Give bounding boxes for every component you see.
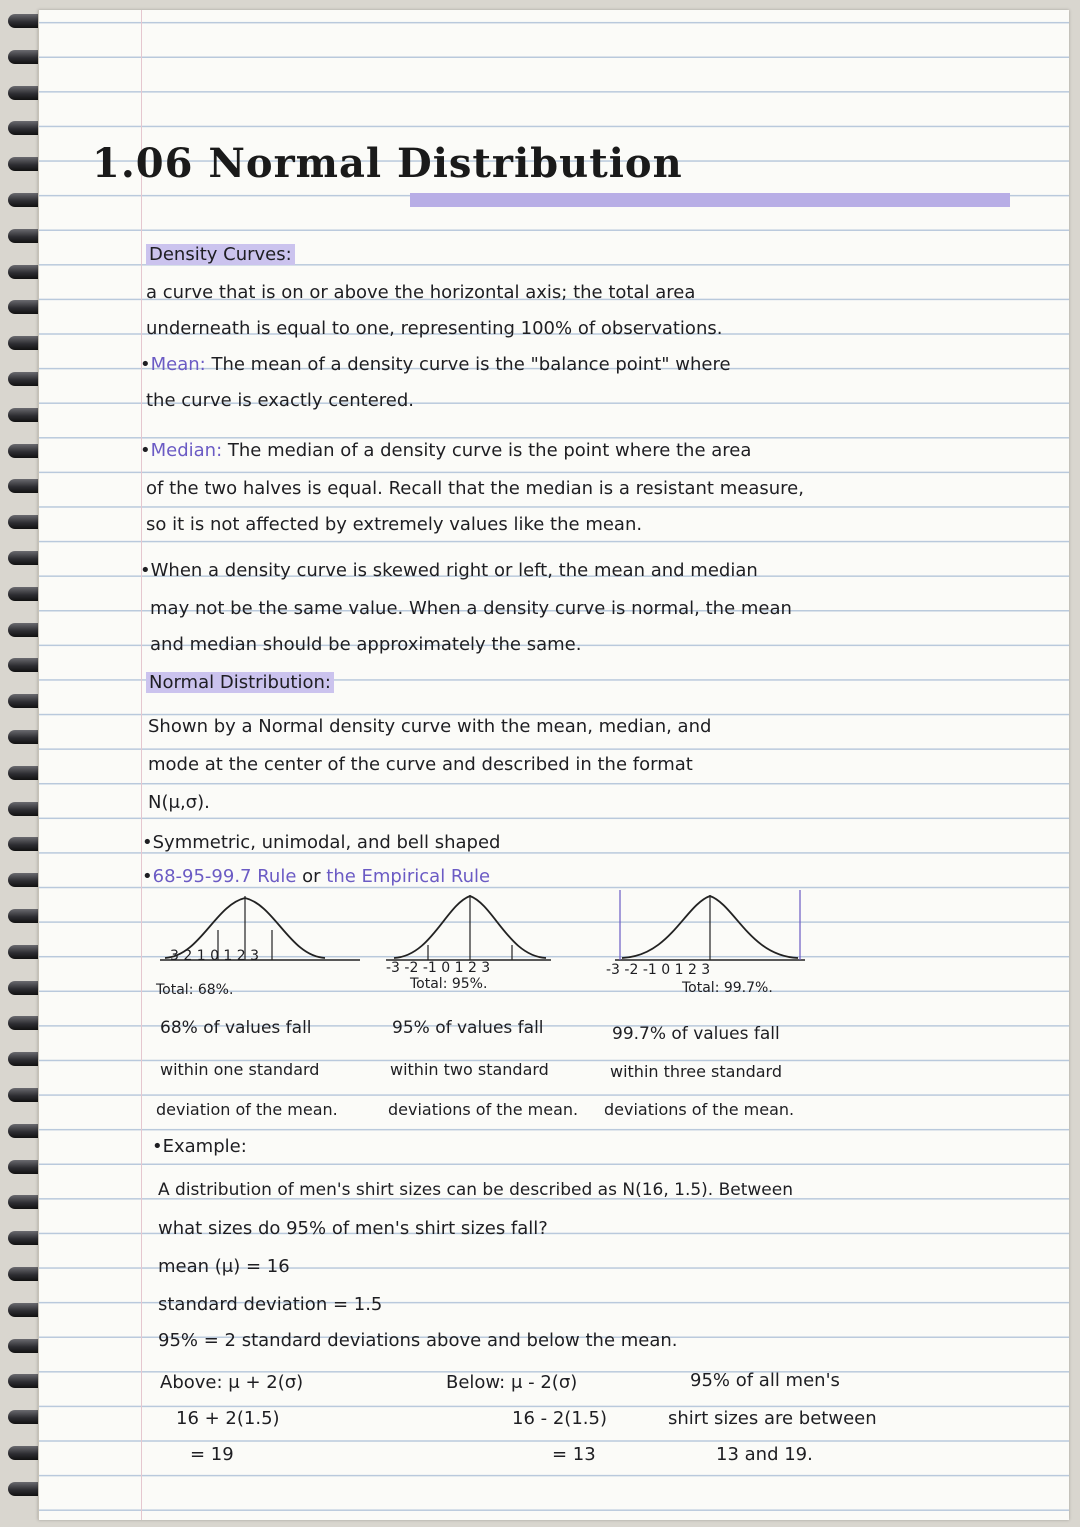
normal-heading: Normal Distribution:	[146, 672, 334, 693]
conclusion-line-2: shirt sizes are between	[668, 1408, 877, 1429]
normal-bullet-1: •Symmetric, unimodal, and bell shaped	[142, 832, 501, 853]
mean-line-1: •Mean: The mean of a density curve is the "balance point" where	[140, 354, 731, 375]
normal-line-2: mode at the center of the curve and described in the format	[148, 754, 693, 775]
below-line-2: 16 - 2(1.5)	[512, 1408, 607, 1429]
curve-68-total: Total: 68%.	[156, 982, 234, 998]
skew-line-3: and median should be approximately the same.	[150, 634, 582, 655]
curve-95-desc-3: deviations of the mean.	[388, 1100, 579, 1119]
median-line-1: •Median: The median of a density curve is the point where the area	[140, 440, 752, 461]
curve-95-desc-1: 95% of values fall	[392, 1018, 544, 1038]
margin-line	[141, 10, 142, 1520]
curve-99-desc-1: 99.7% of values fall	[612, 1024, 780, 1044]
mean-line-2: the curve is exactly centered.	[146, 390, 415, 411]
median-line-2: of the two halves is equal. Recall that the median is a resistant measure,	[146, 478, 804, 499]
curve-99	[610, 890, 810, 970]
above-line-2: 16 + 2(1.5)	[176, 1408, 280, 1429]
above-line-3: = 19	[190, 1444, 234, 1465]
curve-68-ticks: 3 2 1 0 1 2 3	[170, 948, 260, 964]
skew-line-2: may not be the same value. When a density curve is normal, the mean	[150, 598, 792, 619]
curve-99-desc-3: deviations of the mean.	[604, 1100, 795, 1119]
curve-68-desc-3: deviation of the mean.	[156, 1100, 338, 1119]
density-line-1: a curve that is on or above the horizontal axis; the total area	[146, 282, 696, 303]
density-line-2: underneath is equal to one, representing 100% of observations.	[146, 318, 723, 339]
curve-68-desc-1: 68% of values fall	[160, 1018, 312, 1038]
example-line-1: A distribution of men's shirt sizes can be described as N(16, 1.5). Between	[158, 1180, 794, 1200]
normal-line-3: N(μ,σ).	[148, 792, 210, 813]
conclusion-line-3: 13 and 19.	[716, 1444, 813, 1465]
curve-95-desc-2: within two standard	[390, 1060, 549, 1079]
normal-bullet-2: •68-95-99.7 Rule or the Empirical Rule	[142, 866, 491, 887]
curve-95	[386, 890, 556, 970]
density-heading: Density Curves:	[146, 244, 295, 265]
below-line-3: = 13	[552, 1444, 596, 1465]
example-line-3: mean (μ) = 16	[158, 1256, 290, 1277]
example-line-5: 95% = 2 standard deviations above and below the mean.	[158, 1330, 678, 1351]
example-line-2: what sizes do 95% of men's shirt sizes fall?	[158, 1218, 548, 1239]
above-line-1: Above: μ + 2(σ)	[160, 1372, 304, 1393]
median-line-3: so it is not affected by extremely values like the mean.	[146, 514, 643, 535]
below-line-1: Below: μ - 2(σ)	[446, 1372, 578, 1393]
skew-line-1: •When a density curve is skewed right or left, the mean and median	[140, 560, 758, 581]
curve-99-ticks: -3 -2 -1 0 1 2 3	[606, 962, 711, 978]
curve-68-desc-2: within one standard	[160, 1060, 320, 1079]
curve-95-ticks: -3 -2 -1 0 1 2 3	[386, 960, 491, 976]
curve-99-desc-2: within three standard	[610, 1062, 782, 1081]
curve-95-total: Total: 95%.	[410, 976, 488, 992]
page-title: 1.06 Normal Distribution	[92, 140, 683, 187]
example-heading: •Example:	[152, 1136, 247, 1157]
example-line-4: standard deviation = 1.5	[158, 1294, 383, 1315]
normal-line-1: Shown by a Normal density curve with the mean, median, and	[148, 716, 712, 737]
conclusion-line-1: 95% of all men's	[690, 1370, 840, 1391]
curve-99-total: Total: 99.7%.	[682, 980, 773, 996]
